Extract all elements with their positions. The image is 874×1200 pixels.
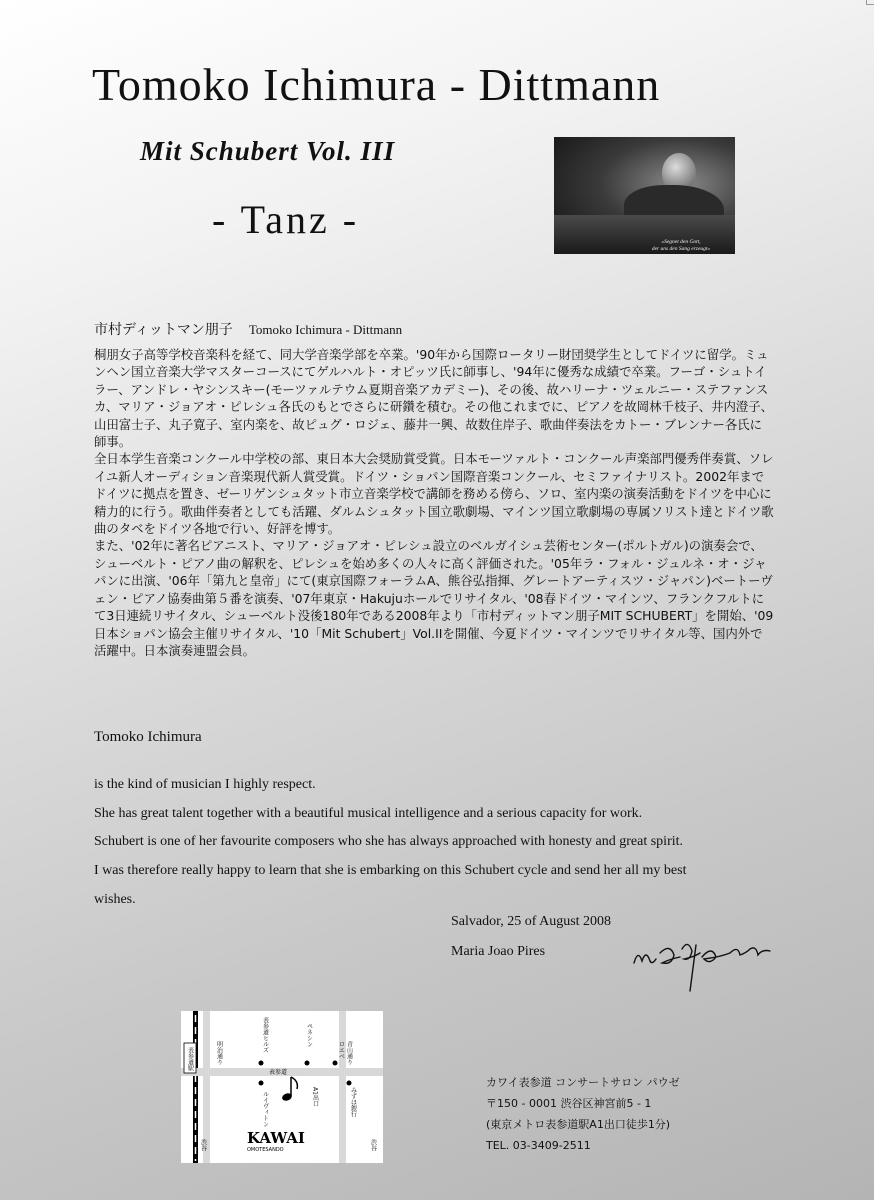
- venue-tel: TEL. 03-3409-2511: [486, 1139, 591, 1152]
- street-left-label: 明治通り: [215, 1041, 223, 1065]
- letter-signer: Maria Joao Pires: [451, 944, 546, 959]
- portrait-caption: [631, 239, 731, 252]
- venue-address: 〒150 - 0001 渋谷区神宮前5 - 1: [486, 1097, 652, 1110]
- venue-name: カワイ表参道 コンサートサロン パウゼ: [486, 1076, 680, 1089]
- portrait-caption-line2: der uns den Sang erzeugt«: [651, 245, 711, 252]
- letter-line: is the kind of musician I highly respect.: [94, 777, 316, 792]
- letter-heading: Tomoko Ichimura: [94, 729, 202, 745]
- landmark-label: ルイヴィトン: [261, 1091, 269, 1127]
- biography-text: [94, 346, 774, 659]
- landmark-label: ペネシン: [305, 1023, 313, 1047]
- concert-subtitle: Mit Schubert Vol. III: [140, 136, 396, 166]
- letter-line: I was therefore really happy to learn that she is embarking on this Schubert cycle and send her all my best: [94, 863, 687, 879]
- schubert-portrait-image: [554, 137, 735, 254]
- bio-name-japanese: 市村ディットマン朋子: [94, 323, 233, 338]
- bio-name-english: Tomoko Ichimura - Dittmann: [248, 322, 403, 337]
- station-label: 表参道駅: [186, 1047, 194, 1071]
- kawai-logo-sub: OMOTESANDO: [247, 1147, 284, 1153]
- kawai-logo: KAWAI: [247, 1129, 305, 1147]
- street-bottom-left-label: 渋谷: [199, 1139, 207, 1151]
- portrait-caption-line1: »Segnet den Gott,: [661, 239, 701, 245]
- landmark-label: 表参道ヒルズ: [261, 1017, 269, 1053]
- concert-theme: - Tanz -: [212, 197, 360, 242]
- avenue-label: 表参道: [269, 1069, 288, 1076]
- venue-info: [486, 1072, 680, 1156]
- letter-line: wishes.: [94, 891, 136, 907]
- letter-line: Schubert is one of her favourite composers who she has always approached with honesty and great spirit.: [94, 834, 684, 850]
- bio-heading: [94, 319, 402, 339]
- handwritten-signature: [630, 935, 780, 995]
- landmark-label: ロエベ: [337, 1041, 345, 1059]
- landmark-label: みずほ銀行: [349, 1087, 357, 1117]
- page-corner-mark: [866, 0, 874, 5]
- venue-map: [181, 1011, 383, 1163]
- street-bottom-right-label: 渋谷: [369, 1139, 377, 1151]
- page-title: Tomoko Ichimura - Dittmann: [92, 59, 661, 110]
- letter-line: She has great talent together with a beautiful musical intelligence and a serious capacity for work.: [94, 805, 643, 821]
- landmark-label: A1出口: [311, 1087, 319, 1107]
- bio-paragraph: また、'02年に著名ピアニスト、マリア・ジョアオ・ピレシュ設立のベルガイシュ芸術センター(ポルトガル)の演奏会で、シューベルト・ピアノ曲の解釈を、ピレシュを始め多くの人々に高く評価された。'05年ラ・フォル・ジュルネ・オ・ジャパンに出演、'06年「第九と皇帝」にて(東京国際フォーラムA、熊谷弘指揮、グレートアーティスツ・ジャパン)ベートーヴェン・ピアノ協奏曲第５番を演奏、'07年東京・Hakujuホールでリサイタル、'08春ドイツ・マインツ、フランクフルトにて3日連続リサイタル、シューベルト没後180年である2008年より「市村ディットマン朋子MIT SCHUBERT」を開始、'09日本ショパン協会主催リサイタル、'10「Mit Schubert」Vol.IIを開催、今夏ドイツ・マインツでリサイタル等、国内外で活躍中。日本演奏連盟会員。: [94, 538, 774, 658]
- street-right-label: 青山通り: [345, 1041, 353, 1065]
- letter-body: [94, 771, 814, 915]
- bio-paragraph: 全日本学生音楽コンクール中学校の部、東日本大会奨励賞受賞。日本モーツァルト・コンクール声楽部門優秀伴奏賞、ソレイユ新人オーディション音楽現代新人賞受賞。ドイツ・ショパン国際音楽コンクール、セミファイナリスト。2002年までドイツに拠点を置き、ゼーリゲンシュタット市立音楽学校で講師を務める傍ら、ソロ、室内楽の演奏活動をドイツを中心に精力的に行う。歌曲伴奏者としても活躍、ダルムシュタット国立歌劇場、マインツ国立歌劇場の専属ソリスト達とドイツ歌曲のタベをドイツ各地で行い、好評を博す。: [94, 451, 774, 537]
- bio-paragraph: 桐朋女子高等学校音楽科を経て、同大学音楽学部を卒業。'90年から国際ロータリー財団奨学生としてドイツに留学。ミュンヘン国立音楽大学マスターコースにてゲルハルト・オピッツ氏に師事し、'94年に優秀な成績で卒業。フーゴ・シュトイラー、アンドレ・ヤシンスキー(モーツァルテウム夏期音楽アカデミー)、その後、故ハリーナ・ツェルニー・ステファンスカ、マリア・ジョアオ・ピレシュ各氏のもとでさらに研鑽を積む。その他これまでに、ピアノを故岡林千枝子、井内澄子、山田富士子、丸子寛子、室内楽を、故ピュグ・ロジェ、藤井一興、故数住岸子、歌曲伴奏法をカトー・ブレンナー各氏に師事。: [94, 347, 774, 450]
- venue-access: (東京メトロ表参道駅A1出口徒歩1分): [486, 1118, 671, 1131]
- letter-date: Salvador, 25 of August 2008: [451, 914, 612, 929]
- street-right-road: [339, 1011, 346, 1163]
